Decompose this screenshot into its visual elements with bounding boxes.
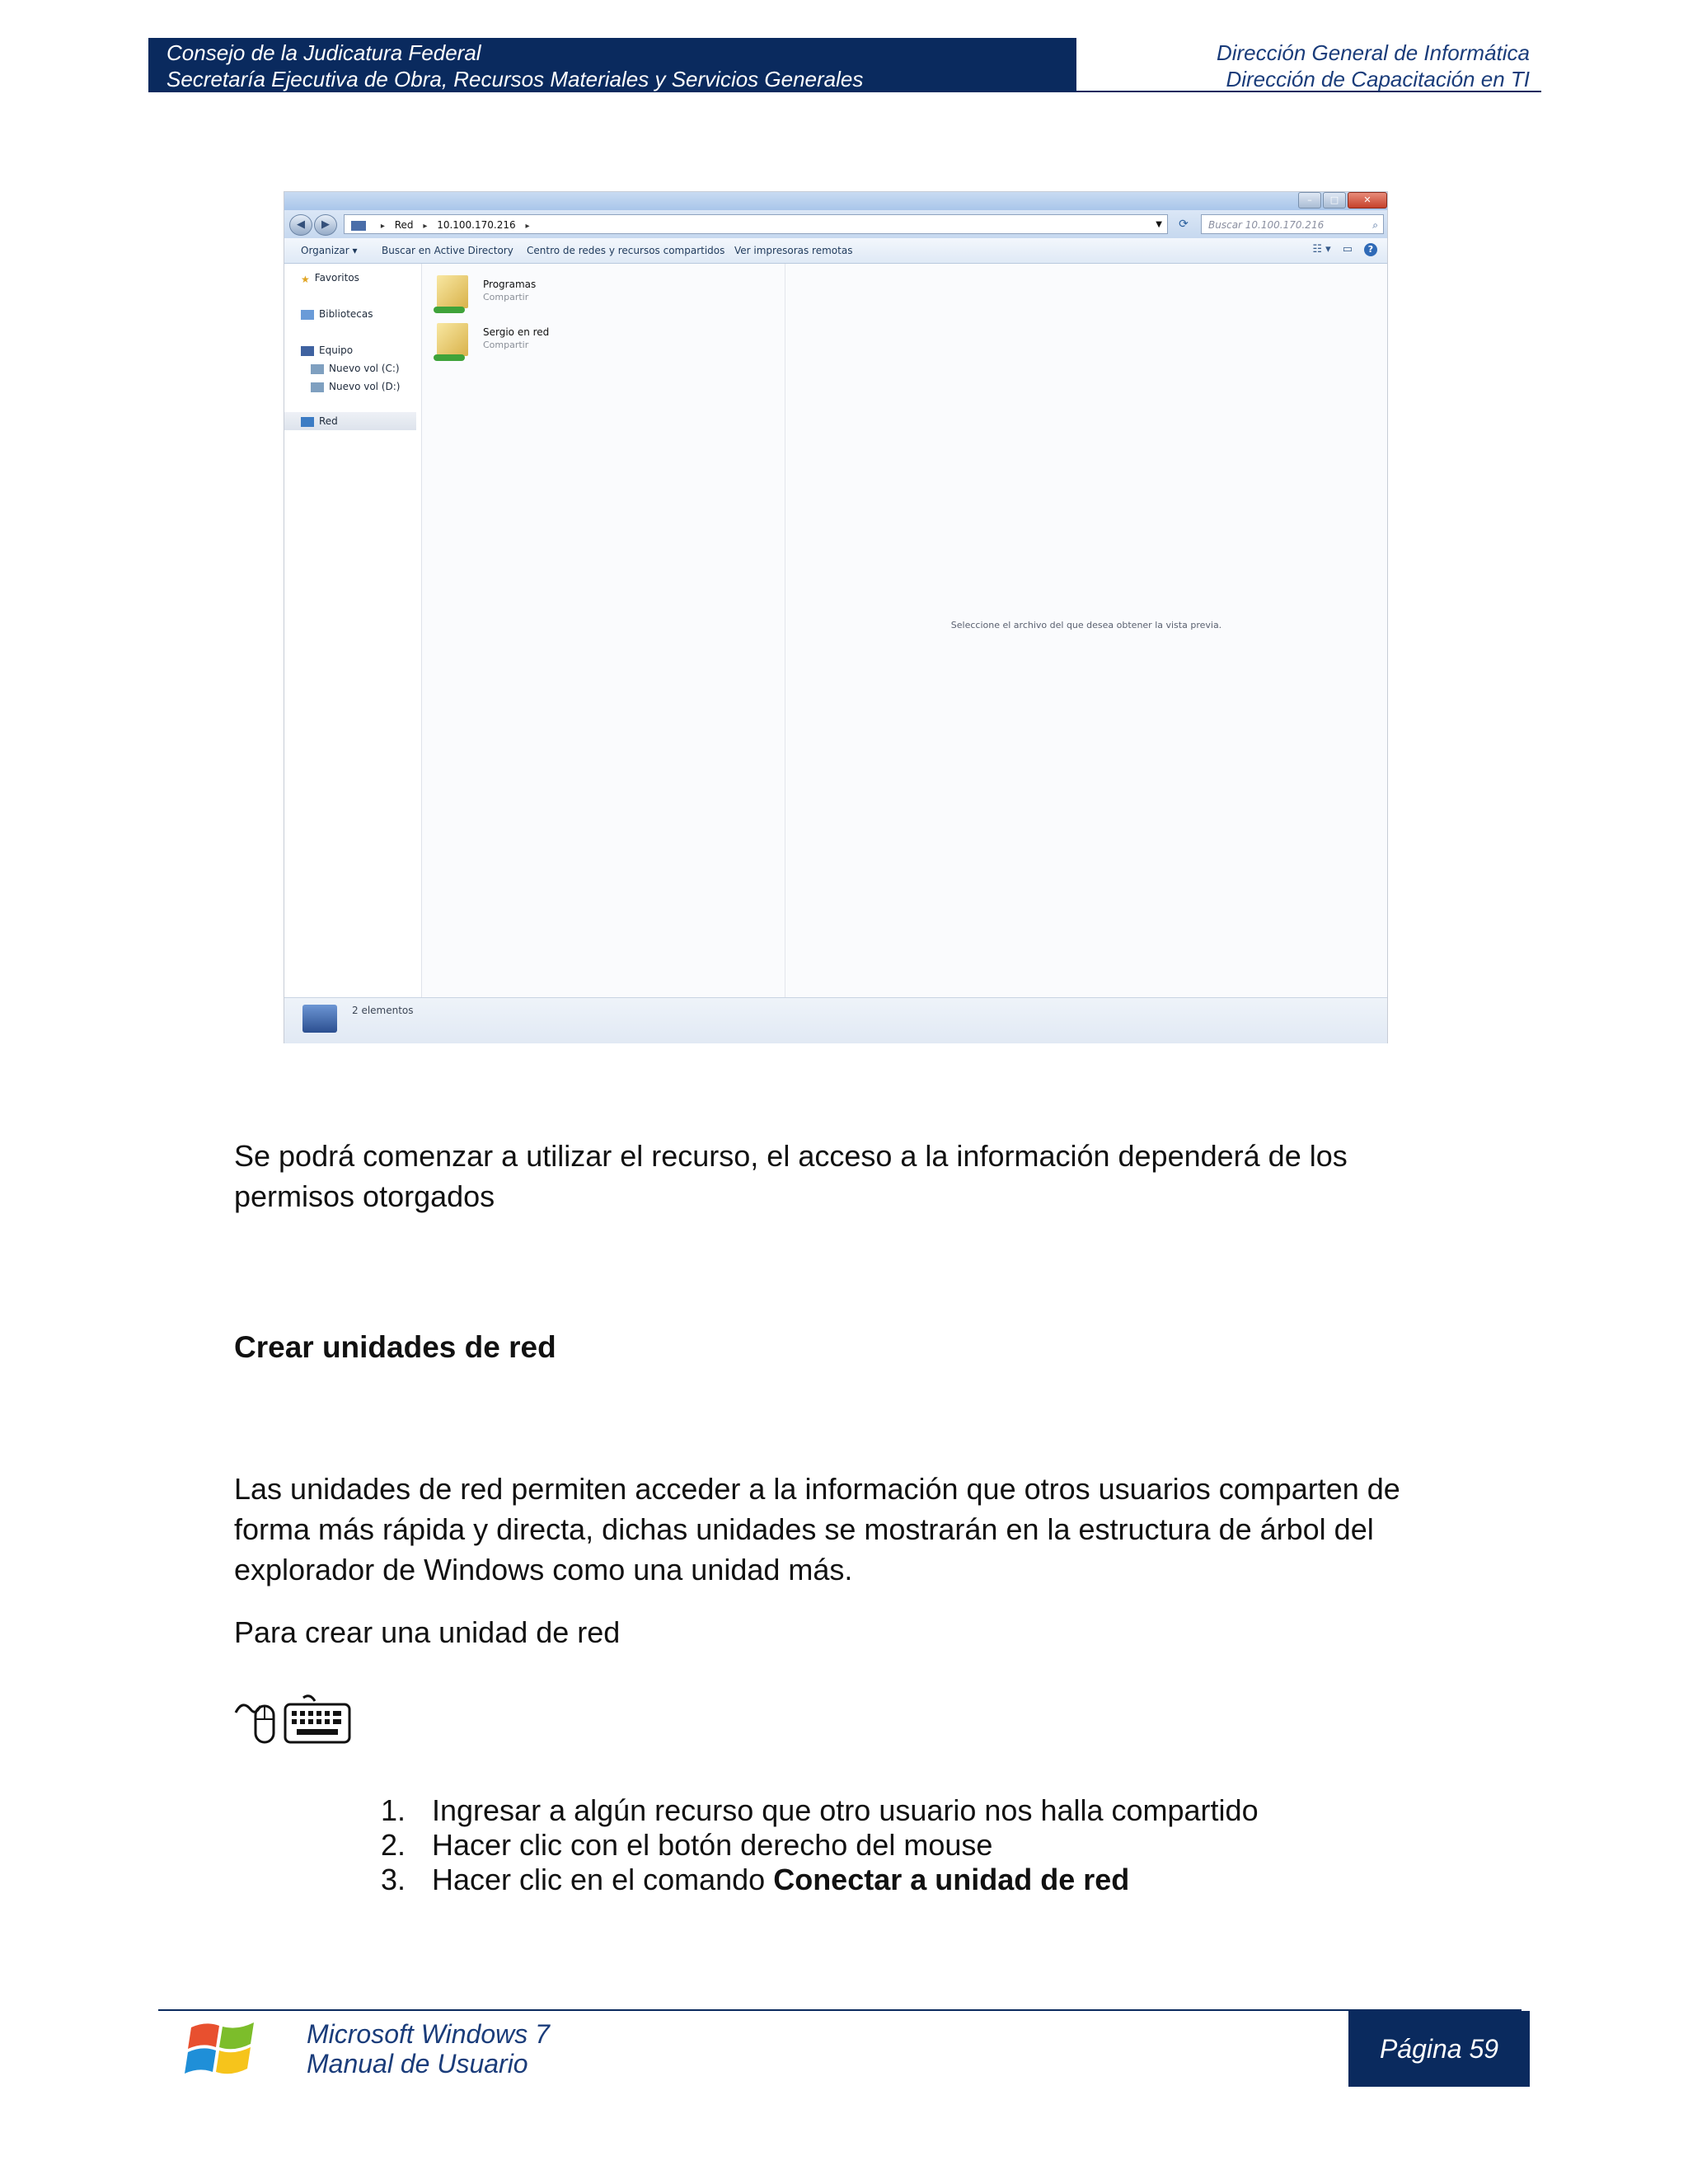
nav-item-computer[interactable]: Equipo	[301, 344, 353, 356]
back-arrow-icon[interactable]: ◀	[289, 214, 312, 236]
status-bar	[284, 997, 1387, 1043]
header-org-name: Consejo de la Judicatura Federal	[166, 40, 481, 65]
file-list-pane	[422, 264, 785, 997]
explorer-window	[284, 191, 1388, 1043]
navigation-pane	[284, 264, 422, 997]
address-bar[interactable]	[344, 214, 1168, 234]
network-icon	[301, 417, 314, 427]
nav-item-favorites[interactable]: ★ Favoritos	[301, 272, 359, 285]
header-direction-training: Dirección de Capacitación en TI	[1226, 67, 1530, 91]
paragraph-create-drive: Para crear una unidad de red	[234, 1615, 621, 1649]
header-direction-general: Dirección General de Informática	[1216, 40, 1530, 65]
nav-item-network[interactable]: Red	[284, 412, 416, 430]
list-item: 2. Hacer clic con el botón derecho del mouse	[381, 1828, 993, 1862]
minimize-icon[interactable]: –	[1298, 192, 1321, 209]
footer-manual: Manual de Usuario	[307, 2049, 528, 2079]
drive-icon	[311, 382, 324, 392]
computer-icon	[351, 221, 366, 231]
star-icon: ★	[301, 273, 310, 285]
breadcrumb-ip[interactable]: 10.100.170.216	[437, 219, 516, 231]
section-heading: Crear unidades de red	[234, 1330, 556, 1364]
chevron-down-icon[interactable]: ▼	[1156, 220, 1162, 229]
file-subtitle: Compartir	[483, 340, 529, 350]
breadcrumb-chevron-icon: ▸	[380, 222, 385, 231]
maximize-icon[interactable]: □	[1323, 192, 1346, 209]
nav-item-drive-d[interactable]: Nuevo vol (D:)	[311, 381, 400, 392]
list-item[interactable]	[437, 274, 767, 318]
mouse-keyboard-icon	[234, 1694, 358, 1746]
search-placeholder: Buscar 10.100.170.216	[1208, 219, 1325, 231]
footer-product: Microsoft Windows 7	[307, 2019, 550, 2049]
network-center-button[interactable]: Centro de redes y recursos compartidos	[527, 245, 725, 256]
organize-button[interactable]: Organizar ▾	[301, 245, 358, 256]
file-name: Programas	[483, 279, 537, 290]
drive-icon	[311, 364, 324, 374]
windows-logo-icon	[183, 2016, 260, 2083]
steps-list	[381, 1793, 1259, 1897]
explorer-titlebar	[284, 192, 1387, 210]
footer-title	[307, 2019, 550, 2079]
search-icon[interactable]: ⌕	[1372, 219, 1378, 231]
breadcrumb-red[interactable]: Red	[394, 219, 414, 231]
preview-pane-icon[interactable]: ▭	[1342, 243, 1353, 255]
explorer-toolbar	[284, 238, 1387, 264]
nav-item-drive-c[interactable]: Nuevo vol (C:)	[311, 363, 400, 374]
list-item[interactable]	[437, 321, 767, 366]
file-name: Sergio en red	[483, 326, 550, 338]
footer-divider	[158, 2009, 1522, 2011]
breadcrumb-chevron-icon: ▸	[423, 222, 428, 231]
paragraph-resource-access: Se podrá comenzar a utilizar el recurso, el acceso a la información dependerá de los permisos otorgados	[234, 1139, 1348, 1213]
shared-folder-icon	[437, 323, 468, 356]
remote-printers-button[interactable]: Ver impresoras remotas	[734, 245, 853, 256]
close-icon[interactable]: ✕	[1348, 192, 1387, 209]
header-right-block	[1076, 38, 1541, 92]
view-options-icon[interactable]: ☷ ▾	[1312, 243, 1331, 255]
header-secretariat: Secretaría Ejecutiva de Obra, Recursos Materiales y Servicios Generales	[166, 67, 864, 91]
search-input[interactable]	[1201, 214, 1384, 234]
status-item-count: 2 elementos	[352, 1005, 414, 1016]
list-item: 1. Ingresar a algún recurso que otro usuario nos halla compartido	[381, 1793, 1259, 1827]
list-item: 3. Hacer clic en el comando Conectar a unidad de red	[381, 1863, 1130, 1896]
paragraph-network-drives: Las unidades de red permiten acceder a la información que otros usuarios comparten de forma más rápida y directa, dichas unidades se mostrarán en la estructura de árbol del explorador de Windows como una unidad más.	[234, 1472, 1400, 1586]
explorer-nav-row	[284, 210, 1387, 238]
breadcrumb-chevron-icon: ▸	[525, 222, 530, 231]
nav-item-libraries[interactable]: Bibliotecas	[301, 308, 373, 320]
network-computer-icon	[302, 1005, 337, 1033]
preview-pane	[785, 264, 1387, 997]
preview-message: Seleccione el archivo del que desea obtener la vista previa.	[950, 620, 1222, 630]
forward-arrow-icon[interactable]: ▶	[314, 214, 337, 236]
file-subtitle: Compartir	[483, 292, 529, 302]
command-name: Conectar a unidad de red	[773, 1863, 1130, 1896]
computer-icon	[301, 346, 314, 356]
search-ad-button[interactable]: Buscar en Active Directory	[382, 245, 513, 256]
page-number: Página 59	[1348, 2011, 1530, 2087]
header-left-banner	[148, 38, 1076, 92]
help-icon[interactable]: ?	[1364, 243, 1377, 256]
shared-folder-icon	[437, 275, 468, 308]
refresh-icon[interactable]: ⟳	[1179, 218, 1189, 231]
libraries-icon	[301, 310, 314, 320]
